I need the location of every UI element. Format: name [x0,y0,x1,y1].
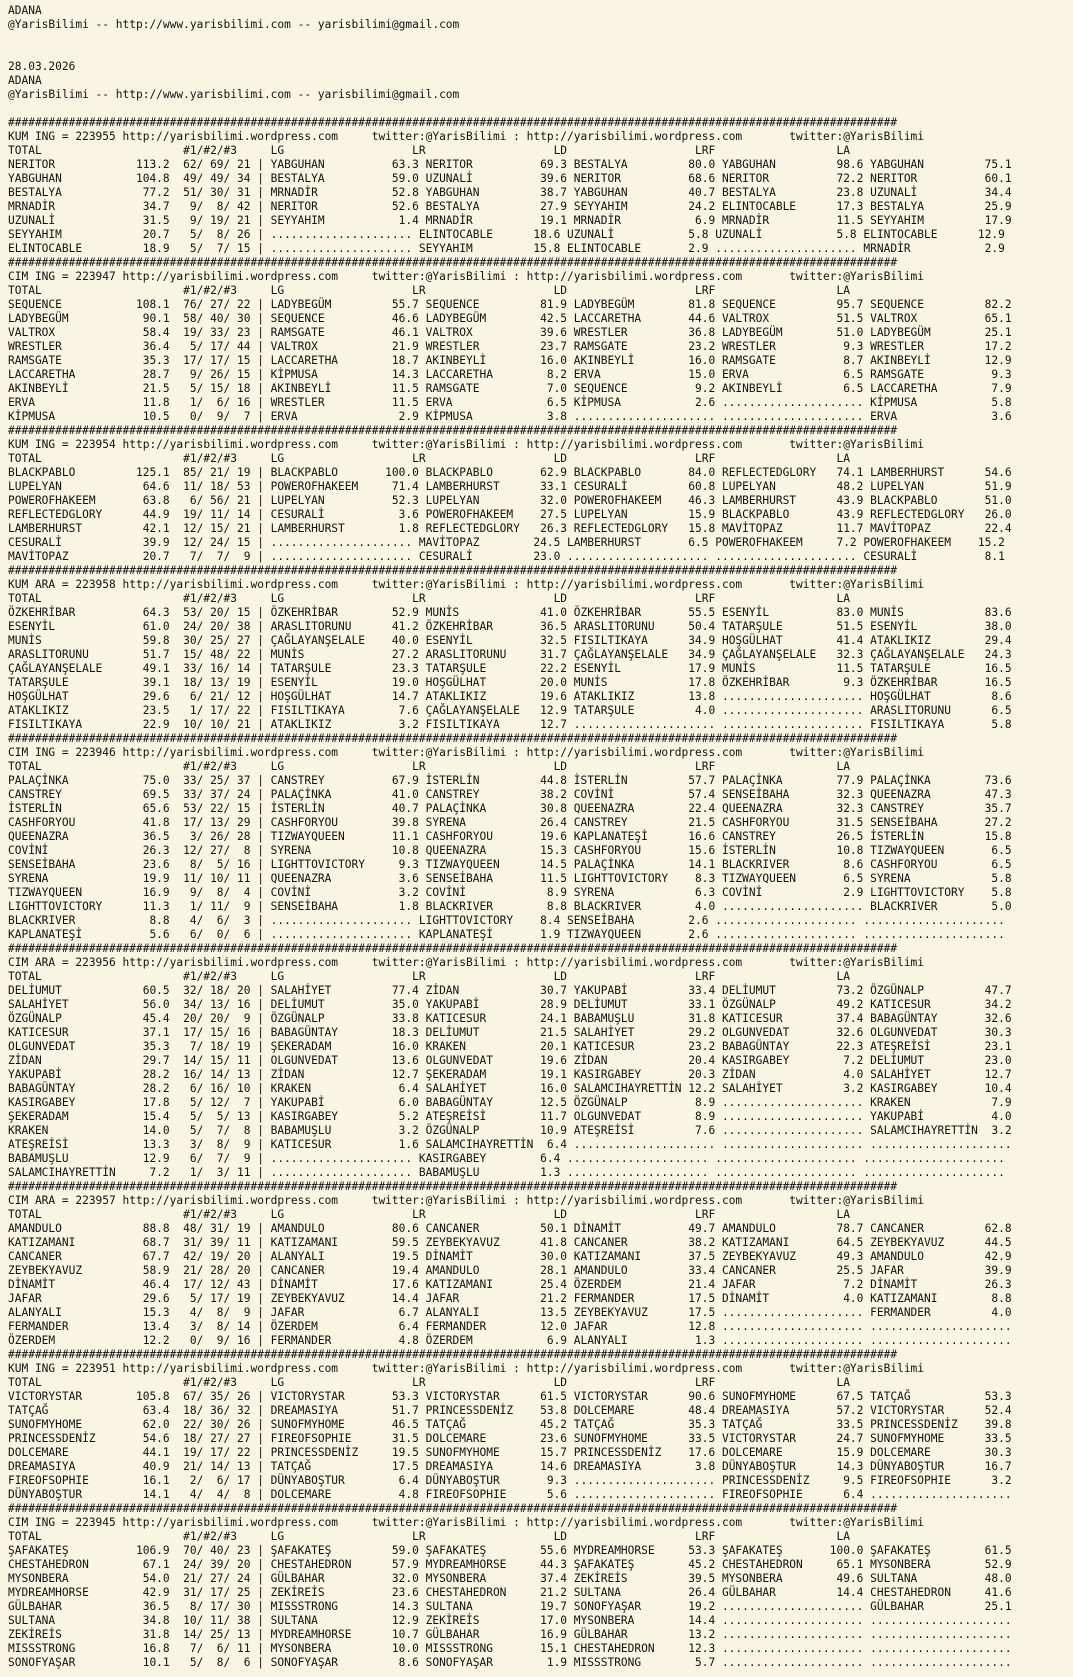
text-line: LIGHTTOVICTORY 11.3 1/ 11/ 9 | SENSEİBAHA 1.8 BLACKRIVER 8.8 BLACKRIVER 4.0 ..................... BLACKRIVER 5.0 [8,900,1012,913]
separator-line: #################################################################################################################################### [8,1180,898,1193]
text-line: VALTROX 58.4 19/ 33/ 23 | RAMSGATE 46.1 VALTROX 39.6 WRESTLER 36.8 LADYBEGÜM 51.0 LADYBEGÜM 25.1 [8,326,1012,339]
text-line: KUM ING = 223954 http://yarisbilimi.wordpress.com twitter:@YarisBilimi : http://yarisbilimi.wordpress.com twitter:@YarisBilimi [8,438,925,451]
text-line: CIM ARA = 223956 http://yarisbilimi.wordpress.com twitter:@YarisBilimi : http://yarisbilimi.wordpress.com twitter:@YarisBilimi [8,956,925,969]
text-line: ÖZGÜNALP 45.4 20/ 20/ 9 | ÖZGÜNALP 33.8 KATICESUR 24.1 BABAMUŞLU 31.8 KATICESUR 37.4 BABAGÜNTAY 32.6 [8,1012,1012,1025]
text-line: SULTANA 34.8 10/ 11/ 38 | SULTANA 12.9 ZEKİREİS 17.0 MYSONBERA 14.4 ..................... ..................... [8,1614,1012,1627]
text-line [8,102,1073,116]
text-line: KİPMUSA 10.5 0/ 9/ 7 | ERVA 2.9 KİPMUSA 3.8 ..................... ..................... ERVA 3.6 [8,410,1012,423]
text-line: MISSSTRONG 16.8 7/ 6/ 11 | MYSONBERA 10.0 MISSSTRONG 15.1 CHESTAHEDRON 12.3 ..................... ..................... [8,1642,1012,1655]
text-line: ALANYALI 15.3 4/ 8/ 9 | JAFAR 6.7 ALANYALI 13.5 ZEYBEKYAVUZ 17.5 ..................... FERMANDER 4.0 [8,1306,1012,1319]
text-line: ZEYBEKYAVUZ 58.9 21/ 28/ 20 | CANCANER 19.4 AMANDULO 28.1 AMANDULO 33.4 CANCANER 25.5 JAFAR 39.9 [8,1264,1012,1277]
text-line: SEYYAHIM 20.7 5/ 8/ 26 | ..................... ELINTOCABLE 18.6 UZUNALİ 5.8 UZUNALİ 5.8 ELINTOCABLE 12.9 [8,228,1005,241]
text-line: CIM ING = 223946 http://yarisbilimi.wordpress.com twitter:@YarisBilimi : http://yarisbilimi.wordpress.com twitter:@YarisBilimi [8,746,925,759]
text-line: @YarisBilimi -- http://www.yarisbilimi.com -- yarisbilimi@gmail.com [8,18,460,31]
text-line: BLACKRIVER 8.8 4/ 6/ 3 | ..................... LIGHTTOVICTORY 8.4 SENSEİBAHA 2.6 ..................... ..................... [8,914,1005,927]
text-line: DREAMASIYA 40.9 21/ 14/ 13 | TATÇAĞ 17.5 DREAMASIYA 14.6 DREAMASIYA 3.8 DÜNYABOŞTUR 14.3 DÜNYABOŞTUR 16.7 [8,1460,1012,1473]
text-line: ÖZKEHRİBAR 64.3 53/ 20/ 15 | ÖZKEHRİBAR 52.9 MUNİS 41.0 ÖZKEHRİBAR 55.5 ESENYİL 83.0 MUNİS 83.6 [8,606,1012,619]
text-line: BLACKPABLO 125.1 85/ 21/ 19 | BLACKPABLO 100.0 BLACKPABLO 62.9 BLACKPABLO 84.0 REFLECTEDGLORY 74.1 LAMBERHURST 54.6 [8,466,1012,479]
text-line: ŞEKERADAM 15.4 5/ 5/ 13 | KASIRGABEY 5.2 ATEŞREİSİ 11.7 OLGUNVEDAT 8.9 ..................... YAKUPABİ 4.0 [8,1110,1012,1123]
text-line: SYRENA 19.9 11/ 10/ 11 | QUEENAZRA 3.6 SENSEİBAHA 11.5 LIGHTTOVICTORY 8.3 TIZWAYQUEEN 6.5 SYRENA 5.8 [8,872,1012,885]
text-line: DOLCEMARE 44.1 19/ 17/ 22 | PRINCESSDENİZ 19.5 SUNOFMYHOME 15.7 PRINCESSDENİZ 17.6 DOLCEMARE 15.9 DOLCEMARE 30.3 [8,1446,1012,1459]
text-line: NERITOR 113.2 62/ 69/ 21 | YABGUHAN 63.3 NERITOR 69.3 BESTALYA 80.0 YABGUHAN 98.6 YABGUHAN 75.1 [8,158,1012,171]
text-line: WRESTLER 36.4 5/ 17/ 44 | VALTROX 21.9 WRESTLER 23.7 RAMSGATE 23.2 WRESTLER 9.3 WRESTLER 17.2 [8,340,1012,353]
text-line: CANCANER 67.7 42/ 19/ 20 | ALANYALI 19.5 DİNAMİT 30.0 KATIZAMANI 37.5 ZEYBEKYAVUZ 49.3 AMANDULO 42.9 [8,1250,1012,1263]
text-line: SUNOFMYHOME 62.0 22/ 30/ 26 | SUNOFMYHOME 46.5 TATÇAĞ 45.2 TATÇAĞ 35.3 TATÇAĞ 33.5 PRINCESSDENİZ 39.8 [8,1418,1012,1431]
separator-line: #################################################################################################################################### [8,564,898,577]
separator-line: #################################################################################################################################### [8,1502,898,1515]
text-line: ELINTOCABLE 18.9 5/ 7/ 15 | ..................... SEYYAHIM 15.8 ELINTOCABLE 2.9 ..................... MRNADİR 2.9 [8,242,1005,255]
text-line: KATICESUR 37.1 17/ 15/ 16 | BABAGÜNTAY 18.3 DELİUMUT 21.5 SALAHİYET 29.2 OLGUNVEDAT 32.6 OLGUNVEDAT 30.3 [8,1026,1012,1039]
text-line: COVİNİ 26.3 12/ 27/ 8 | SYRENA 10.8 QUEENAZRA 15.3 CASHFORYOU 15.6 İSTERLİN 10.8 TIZWAYQUEEN 6.5 [8,844,1012,857]
text-line: LAMBERHURST 42.1 12/ 15/ 21 | LAMBERHURST 1.8 REFLECTEDGLORY 26.3 REFLECTEDGLORY 15.8 MAVİTOPAZ 11.7 MAVİTOPAZ 22.4 [8,522,1012,535]
text-line: KUM ING = 223951 http://yarisbilimi.wordpress.com twitter:@YarisBilimi : http://yarisbilimi.wordpress.com twitter:@YarisBilimi [8,1362,925,1375]
text-line: ZİDAN 29.7 14/ 15/ 11 | OLGUNVEDAT 13.6 OLGUNVEDAT 19.6 ZİDAN 20.4 KASIRGABEY 7.2 DELİUMUT 23.0 [8,1054,1012,1067]
text-line: KRAKEN 14.0 5/ 7/ 8 | BABAMUŞLU 3.2 ÖZGÜNALP 10.9 ATEŞREİSİ 7.6 ..................... SALAMCIHAYRETTİN 3.2 [8,1124,1012,1137]
separator-line: #################################################################################################################################### [8,256,898,269]
text-line: PALAÇİNKA 75.0 33/ 25/ 37 | CANSTREY 67.9 İSTERLİN 44.8 İSTERLİN 57.7 PALAÇİNKA 77.9 PALAÇİNKA 73.6 [8,774,1012,787]
text-line: TOTAL #1/#2/#3 LG LR LD LRF LA [8,1530,850,1543]
text-line: CANSTREY 69.5 33/ 37/ 24 | PALAÇİNKA 41.0 CANSTREY 38.2 COVİNİ 57.4 SENSEİBAHA 32.3 QUEENAZRA 47.3 [8,788,1012,801]
separator-line: #################################################################################################################################### [8,424,898,437]
text-line: ESENYİL 61.0 24/ 20/ 38 | ARASLITORUNU 41.2 ÖZKEHRİBAR 36.5 ARASLITORUNU 50.4 TATARŞULE 51.5 ESENYİL 38.0 [8,620,1012,633]
text-line: CIM ING = 223947 http://yarisbilimi.wordpress.com twitter:@YarisBilimi : http://yarisbilimi.wordpress.com twitter:@YarisBilimi [8,270,925,283]
text-line: MYDREAMHORSE 42.9 31/ 17/ 25 | ZEKİREİS 23.6 CHESTAHEDRON 21.2 SULTANA 26.4 GÜLBAHAR 14.4 CHESTAHEDRON 41.6 [8,1586,1012,1599]
text-line: DİNAMİT 46.4 17/ 12/ 43 | DİNAMİT 17.6 KATIZAMANI 25.4 ÖZERDEM 21.4 JAFAR 7.2 DİNAMİT 26.3 [8,1278,1012,1291]
text-line: MRNADİR 34.7 9/ 8/ 42 | NERITOR 52.6 BESTALYA 27.9 SEYYAHIM 24.2 ELINTOCABLE 17.3 BESTALYA 25.9 [8,200,1012,213]
text-line: KUM ARA = 223958 http://yarisbilimi.wordpress.com twitter:@YarisBilimi : http://yarisbilimi.wordpress.com twitter:@YarisBilimi [8,578,925,591]
text-line: FERMANDER 13.4 3/ 8/ 14 | ÖZERDEM 6.4 FERMANDER 12.0 JAFAR 12.8 ..................... ..................... [8,1320,1012,1333]
text-line: ARASLITORUNU 51.7 15/ 48/ 22 | MUNİS 27.2 ARASLITORUNU 31.7 ÇAĞLAYANŞELALE 34.9 ÇAĞLAYANŞELALE 32.3 ÇAĞLAYANŞELALE 24.3 [8,648,1012,661]
text-line: HOŞGÜLHAT 29.6 6/ 21/ 12 | HOŞGÜLHAT 14.7 ATAKLIKIZ 19.6 ATAKLIKIZ 13.8 ..................... HOŞGÜLHAT 8.6 [8,690,1012,703]
text-line: OLGUNVEDAT 35.3 7/ 18/ 19 | ŞEKERADAM 16.0 KRAKEN 20.1 KATICESUR 23.2 BABAGÜNTAY 22.3 ATEŞREİSİ 23.1 [8,1040,1012,1053]
text-line: FIREOFSOPHIE 16.1 2/ 6/ 17 | DÜNYABOŞTUR 6.4 DÜNYABOŞTUR 9.3 ..................... PRINCESSDENİZ 9.5 FIREOFSOPHIE 3.2 [8,1474,1012,1487]
text-line: LUPELYAN 64.6 11/ 18/ 53 | POWEROFHAKEEM 71.4 LAMBERHURST 33.1 CESURALİ 60.8 LUPELYAN 48.2 LUPELYAN 51.9 [8,480,1012,493]
text-line: TOTAL #1/#2/#3 LG LR LD LRF LA [8,1376,850,1389]
text-line: YAKUPABİ 28.2 16/ 14/ 13 | ZİDAN 12.7 ŞEKERADAM 19.1 KASIRGABEY 20.3 ZİDAN 4.0 SALAHİYET 12.7 [8,1068,1012,1081]
text-line: ZEKİREİS 31.8 14/ 25/ 13 | MYDREAMHORSE 10.7 GÜLBAHAR 16.9 GÜLBAHAR 13.2 ..................... ..................... [8,1628,1012,1641]
text-line: TATÇAĞ 63.4 18/ 36/ 32 | DREAMASIYA 51.7 PRINCESSDENİZ 53.8 DOLCEMARE 48.4 DREAMASIYA 57.2 VICTORYSTAR 52.4 [8,1404,1012,1417]
text-line: SALAMCIHAYRETTİN 7.2 1/ 3/ 11 | ..................... BABAMUŞLU 1.3 ..................... ..................... ..................... [8,1166,1005,1179]
text-line: PRINCESSDENİZ 54.6 18/ 27/ 27 | FIREOFSOPHIE 31.5 DOLCEMARE 23.6 SUNOFMYHOME 33.5 VICTORYSTAR 24.7 SUNOFMYHOME 33.5 [8,1432,1012,1445]
text-line: UZUNALİ 31.5 9/ 19/ 21 | SEYYAHIM 1.4 MRNADİR 19.1 MRNADİR 6.9 MRNADİR 11.5 SEYYAHIM 17.9 [8,214,1012,227]
text-line: TOTAL #1/#2/#3 LG LR LD LRF LA [8,592,850,605]
text-line: GÜLBAHAR 36.5 8/ 17/ 30 | MISSSTRONG 14.3 SULTANA 19.7 SONOFYAŞAR 19.2 ..................... GÜLBAHAR 25.1 [8,1600,1012,1613]
text-line: ŞAFAKATEŞ 106.9 70/ 40/ 23 | ŞAFAKATEŞ 59.0 ŞAFAKATEŞ 55.6 MYDREAMHORSE 53.3 ŞAFAKATEŞ 100.0 ŞAFAKATEŞ 61.5 [8,1544,1012,1557]
separator-line: #################################################################################################################################### [8,732,898,745]
text-line: DÜNYABOŞTUR 14.1 4/ 4/ 8 | DOLCEMARE 4.8 FIREOFSOPHIE 5.6 ..................... FIREOFSOPHIE 6.4 ..................... [8,1488,1012,1501]
text-line: TOTAL #1/#2/#3 LG LR LD LRF LA [8,1208,850,1221]
text-line: MAVİTOPAZ 20.7 7/ 7/ 9 | ..................... CESURALİ 23.0 ..................... ..................... CESURALİ 8.1 [8,550,1005,563]
text-line: POWEROFHAKEEM 63.8 6/ 56/ 21 | LUPELYAN 52.3 LUPELYAN 32.0 POWEROFHAKEEM 46.3 LAMBERHURST 43.9 BLACKPABLO 51.0 [8,494,1012,507]
text-line [8,32,1073,46]
text-line: ATAKLIKIZ 23.5 1/ 17/ 22 | FISILTIKAYA 7.6 ÇAĞLAYANŞELALE 12.9 TATARŞULE 4.0 ..................... ARASLITORUNU 6.5 [8,704,1012,717]
text-line [8,46,1073,60]
text-line: VICTORYSTAR 105.8 67/ 35/ 26 | VICTORYSTAR 53.3 VICTORYSTAR 61.5 VICTORYSTAR 90.6 SUNOFMYHOME 67.5 TATÇAĞ 53.3 [8,1390,1012,1403]
text-line: AKINBEYLİ 21.5 5/ 15/ 18 | AKINBEYLİ 11.5 RAMSGATE 7.0 SEQUENCE 9.2 AKINBEYLİ 6.5 LACCARETHA 7.9 [8,382,1012,395]
text-line: CIM ING = 223945 http://yarisbilimi.wordpress.com twitter:@YarisBilimi : http://yarisbilimi.wordpress.com twitter:@YarisBilimi [8,1516,925,1529]
text-line: REFLECTEDGLORY 44.9 19/ 11/ 14 | CESURALİ 3.6 POWEROFHAKEEM 27.5 LUPELYAN 15.9 BLACKPABLO 43.9 REFLECTEDGLORY 26.0 [8,508,1012,521]
text-line: ERVA 11.8 1/ 6/ 16 | WRESTLER 11.5 ERVA 6.5 KİPMUSA 2.6 ..................... KİPMUSA 5.8 [8,396,1012,409]
text-line: TOTAL #1/#2/#3 LG LR LD LRF LA [8,284,850,297]
text-line: JAFAR 29.6 5/ 17/ 19 | ZEYBEKYAVUZ 14.4 JAFAR 21.2 FERMANDER 17.5 DİNAMİT 4.0 KATIZAMANI 8.8 [8,1292,1012,1305]
text-line: TIZWAYQUEEN 16.9 9/ 8/ 4 | COVİNİ 3.2 COVİNİ 8.9 SYRENA 6.3 COVİNİ 2.9 LIGHTTOVICTORY 5.8 [8,886,1012,899]
text-line: LADYBEGÜM 90.1 58/ 40/ 30 | SEQUENCE 46.6 LADYBEGÜM 42.5 LACCARETHA 44.6 VALTROX 51.5 VALTROX 65.1 [8,312,1012,325]
text-line: AMANDULO 88.8 48/ 31/ 19 | AMANDULO 80.6 CANCANER 50.1 DİNAMİT 49.7 AMANDULO 78.7 CANCANER 62.8 [8,1222,1012,1235]
text-line: 28.03.2026 [8,60,76,73]
text-line: ATEŞREİSİ 13.3 3/ 8/ 9 | KATICESUR 1.6 SALAMCIHAYRETTİN 6.4 ..................... ..................... ..................... [8,1138,1012,1151]
text-line: QUEENAZRA 36.5 3/ 26/ 28 | TIZWAYQUEEN 11.1 CASHFORYOU 19.6 KAPLANATEŞİ 16.6 CANSTREY 26.5 İSTERLİN 15.8 [8,830,1012,843]
text-line: ADANA [8,74,42,87]
text-line: RAMSGATE 35.3 17/ 17/ 15 | LACCARETHA 18.7 AKINBEYLİ 16.0 AKINBEYLİ 16.0 RAMSGATE 8.7 AKINBEYLİ 12.9 [8,354,1012,367]
text-line: YABGUHAN 104.8 49/ 49/ 34 | BESTALYA 59.0 UZUNALİ 39.6 NERITOR 68.6 NERITOR 72.2 NERITOR 60.1 [8,172,1012,185]
text-line: TOTAL #1/#2/#3 LG LR LD LRF LA [8,760,850,773]
text-line: CESURALİ 39.9 12/ 24/ 15 | ..................... MAVİTOPAZ 24.5 LAMBERHURST 6.5 POWEROFHAKEEM 7.2 POWEROFHAKEEM 15.2 [8,536,1005,549]
text-line: CIM ARA = 223957 http://yarisbilimi.wordpress.com twitter:@YarisBilimi : http://yarisbilimi.wordpress.com twitter:@YarisBilimi [8,1194,925,1207]
text-line: MYSONBERA 54.0 21/ 27/ 24 | GÜLBAHAR 32.0 MYSONBERA 37.4 ZEKİREİS 39.5 MYSONBERA 49.6 SULTANA 48.0 [8,1572,1012,1585]
text-line: SONOFYAŞAR 10.1 5/ 8/ 6 | SONOFYAŞAR 8.6 SONOFYAŞAR 1.9 MISSSTRONG 5.7 ..................... ..................... [8,1656,1012,1669]
text-line: BABAGÜNTAY 28.2 6/ 16/ 10 | KRAKEN 6.4 SALAHİYET 16.0 SALAMCIHAYRETTİN 12.2 SALAHİYET 3.2 KASIRGABEY 10.4 [8,1082,1012,1095]
separator-line: #################################################################################################################################### [8,1348,898,1361]
text-line: KAPLANATEŞİ 5.6 6/ 0/ 6 | ..................... KAPLANATEŞİ 1.9 TIZWAYQUEEN 2.6 ..................... ..................... [8,928,1005,941]
text-line: CASHFORYOU 41.8 17/ 13/ 29 | CASHFORYOU 39.8 SYRENA 26.4 CANSTREY 21.5 CASHFORYOU 31.5 SENSEİBAHA 27.2 [8,816,1012,829]
text-line: TOTAL #1/#2/#3 LG LR LD LRF LA [8,970,850,983]
text-line: İSTERLİN 65.6 53/ 22/ 15 | İSTERLİN 40.7 PALAÇİNKA 30.8 QUEENAZRA 22.4 QUEENAZRA 32.3 CANSTREY 35.7 [8,802,1012,815]
text-line: TATARŞULE 39.1 18/ 13/ 19 | ESENYİL 19.0 HOŞGÜLHAT 20.0 MUNİS 17.8 ÖZKEHRİBAR 9.3 ÖZKEHRİBAR 16.5 [8,676,1012,689]
text-line: MUNİS 59.8 30/ 25/ 27 | ÇAĞLAYANŞELALE 40.0 ESENYİL 32.5 FISILTIKAYA 34.9 HOŞGÜLHAT 41.4 ATAKLIKIZ 29.4 [8,634,1012,647]
text-line: @YarisBilimi -- http://www.yarisbilimi.com -- yarisbilimi@gmail.com [8,88,460,101]
text-line: TOTAL #1/#2/#3 LG LR LD LRF LA [8,144,850,157]
text-line: KASIRGABEY 17.8 5/ 12/ 7 | YAKUPABİ 6.0 BABAGÜNTAY 12.5 ÖZGÜNALP 8.9 ..................... KRAKEN 7.9 [8,1096,1012,1109]
text-line: ÇAĞLAYANŞELALE 49.1 33/ 16/ 14 | TATARŞULE 23.3 TATARŞULE 22.2 ESENYİL 17.9 MUNİS 11.5 TATARŞULE 16.5 [8,662,1012,675]
separator-line: #################################################################################################################################### [8,116,898,129]
text-line: TOTAL #1/#2/#3 LG LR LD LRF LA [8,452,850,465]
text-line: SEQUENCE 108.1 76/ 27/ 22 | LADYBEGÜM 55.7 SEQUENCE 81.9 LADYBEGÜM 81.8 SEQUENCE 95.7 SEQUENCE 82.2 [8,298,1012,311]
text-line: LACCARETHA 28.7 9/ 26/ 15 | KİPMUSA 14.3 LACCARETHA 8.2 ERVA 15.0 ERVA 6.5 RAMSGATE 9.3 [8,368,1012,381]
text-line: CHESTAHEDRON 67.1 24/ 39/ 20 | CHESTAHEDRON 57.9 MYDREAMHORSE 44.3 ŞAFAKATEŞ 45.2 CHESTAHEDRON 65.1 MYSONBERA 52.9 [8,1558,1012,1571]
text-line: DELİUMUT 60.5 32/ 18/ 20 | SALAHİYET 77.4 ZİDAN 30.7 YAKUPABİ 33.4 DELİUMUT 73.2 ÖZGÜNALP 47.7 [8,984,1012,997]
text-line: BESTALYA 77.2 51/ 30/ 31 | MRNADİR 52.8 YABGUHAN 38.7 YABGUHAN 40.7 BESTALYA 23.8 UZUNALİ 34.4 [8,186,1012,199]
text-line: FISILTIKAYA 22.9 10/ 10/ 21 | ATAKLIKIZ 3.2 FISILTIKAYA 12.7 ..................... ..................... FISILTIKAYA 5.8 [8,718,1012,731]
text-line: SALAHİYET 56.0 34/ 13/ 16 | DELİUMUT 35.0 YAKUPABİ 28.9 DELİUMUT 33.1 ÖZGÜNALP 49.2 KATICESUR 34.2 [8,998,1012,1011]
text-line: ÖZERDEM 12.2 0/ 9/ 16 | FERMANDER 4.8 ÖZERDEM 6.9 ALANYALI 1.3 ..................... ..................... [8,1334,1012,1347]
text-line: KATIZAMANI 68.7 31/ 39/ 11 | KATIZAMANI 59.5 ZEYBEKYAVUZ 41.8 CANCANER 38.2 KATIZAMANI 64.5 ZEYBEKYAVUZ 44.5 [8,1236,1012,1249]
text-line: KUM ING = 223955 http://yarisbilimi.wordpress.com twitter:@YarisBilimi : http://yarisbilimi.wordpress.com twitter:@YarisBilimi [8,130,925,143]
separator-line: #################################################################################################################################### [8,942,898,955]
text-line: ADANA [8,4,42,17]
text-line: BABAMUŞLU 12.9 6/ 7/ 9 | ..................... KASIRGABEY 6.4 ..................... ..................... ..................... [8,1152,1005,1165]
text-line: SENSEİBAHA 23.6 8/ 5/ 16 | LIGHTTOVICTORY 9.3 TIZWAYQUEEN 14.5 PALAÇİNKA 14.1 BLACKRIVER 8.6 CASHFORYOU 6.5 [8,858,1012,871]
